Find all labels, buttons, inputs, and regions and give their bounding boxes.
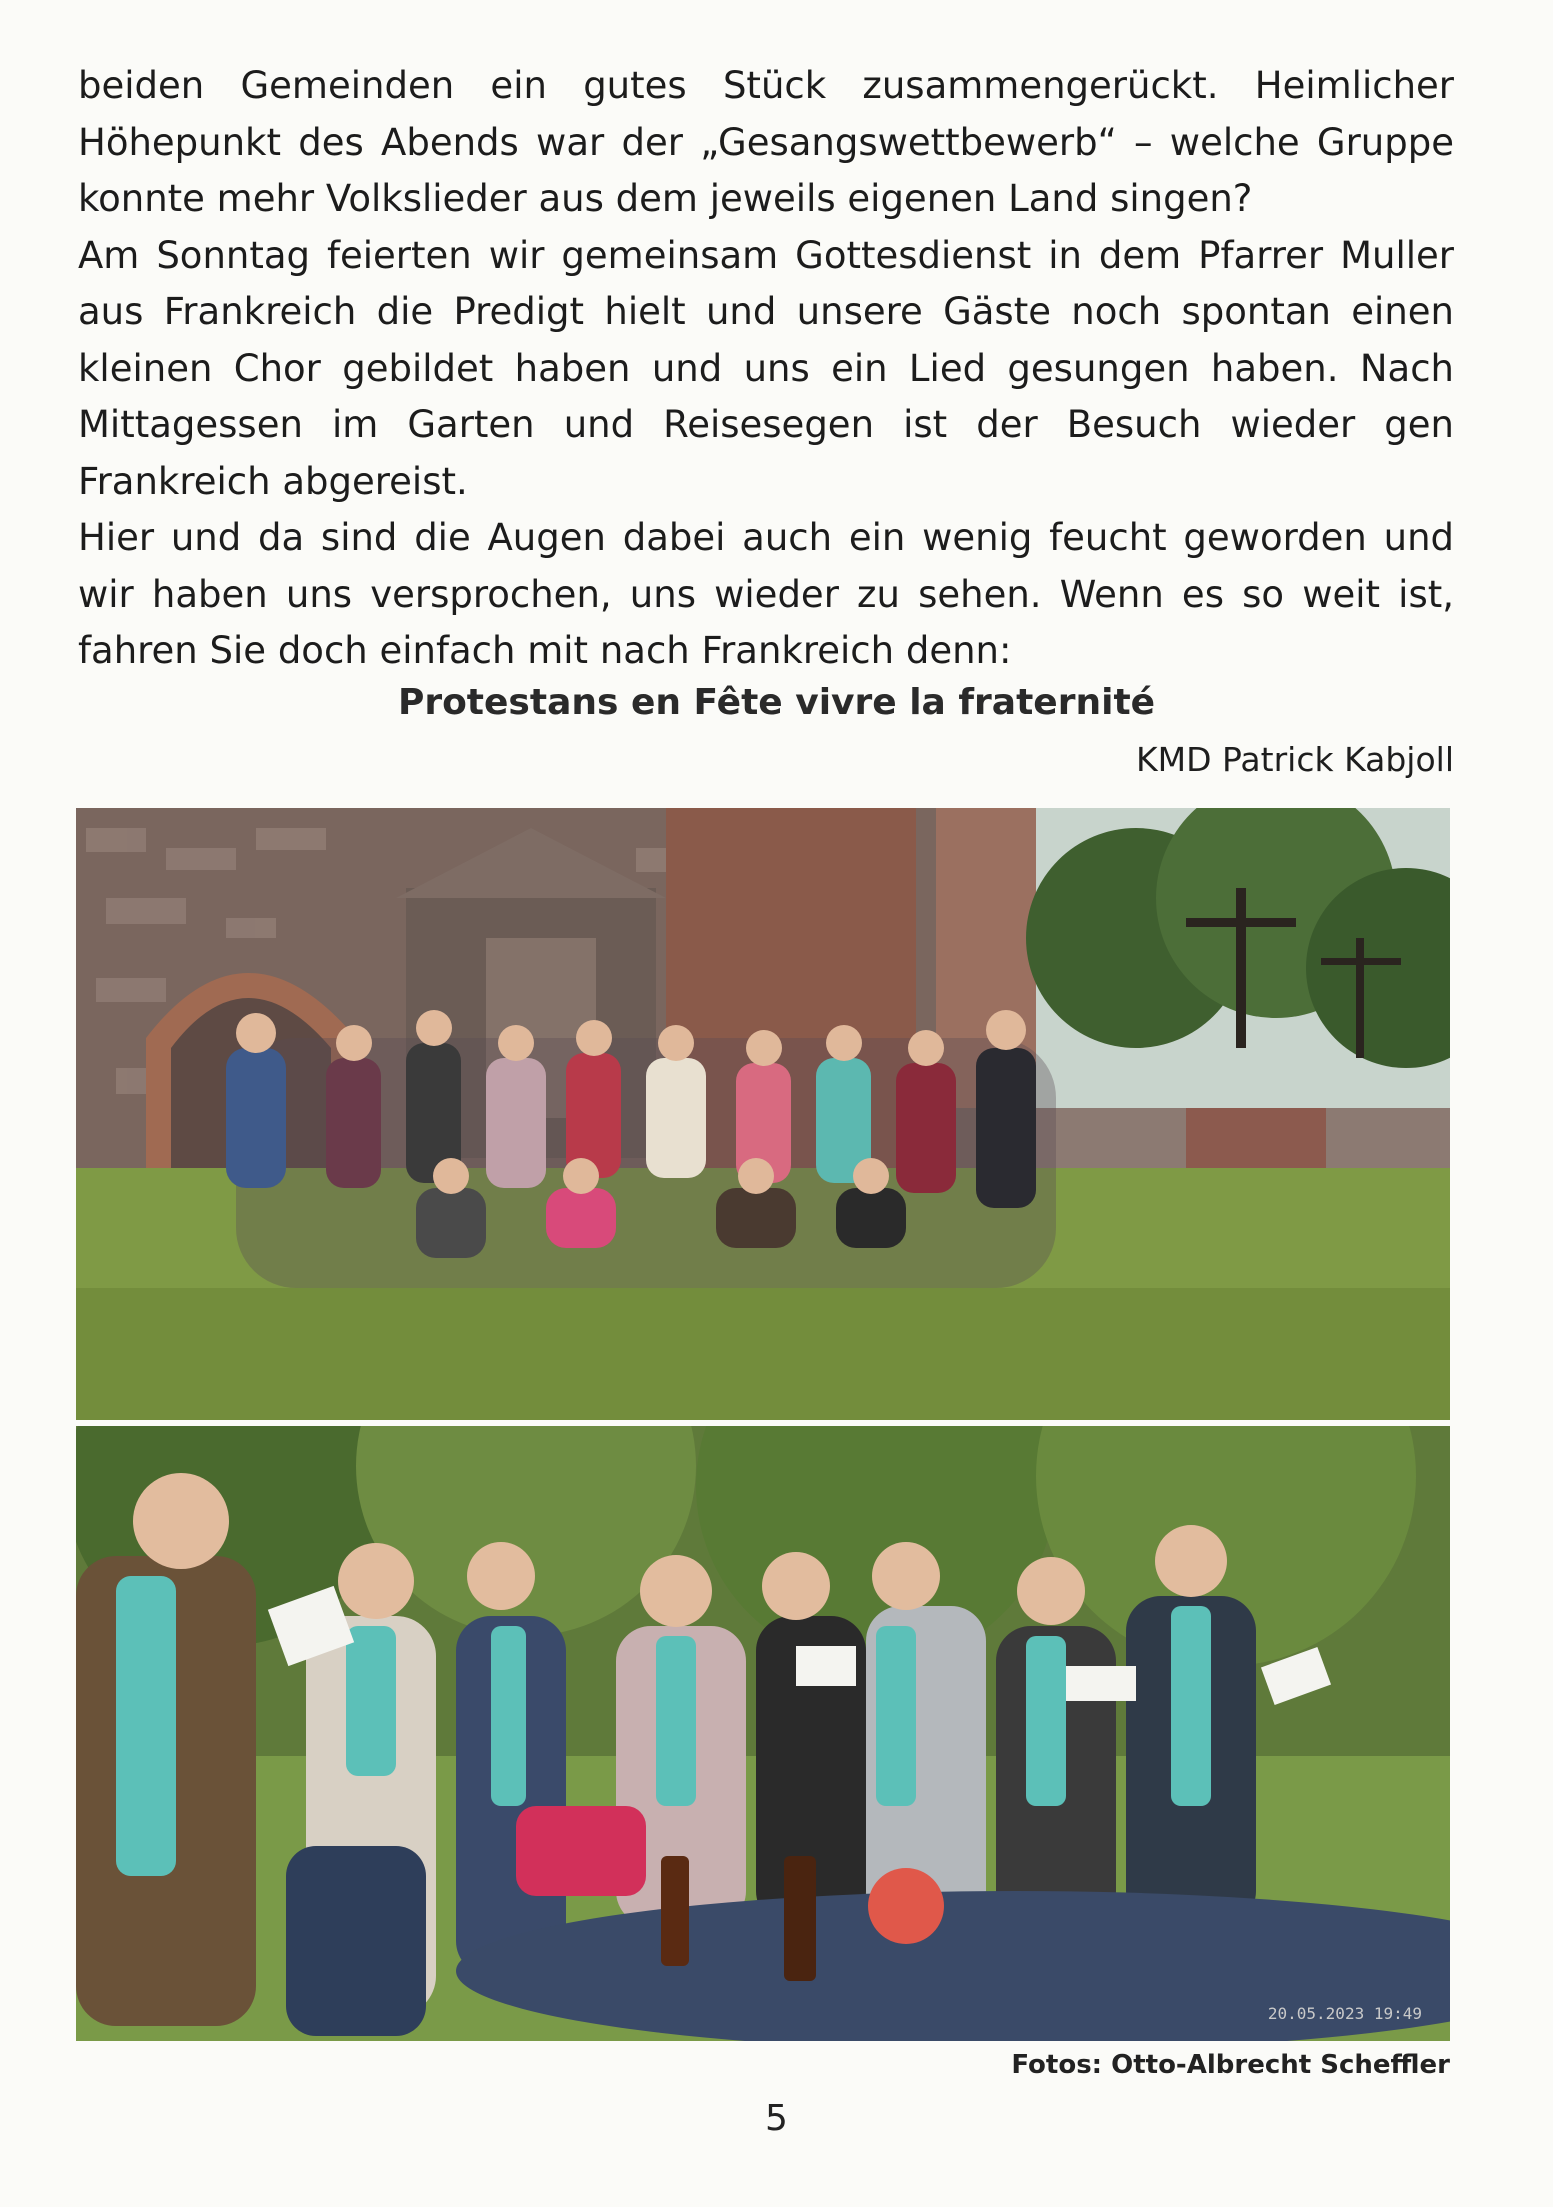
paragraph: beiden Gemeinden ein gutes Stück zusammengerückt. Heimlicher Höhepunkt des Abends war der „Gesangswettbewerb“ – welche Gruppe konnte mehr Volkslieder aus dem jeweils eigenen Land singen? <box>78 64 1454 220</box>
paragraph: Am Sonntag feierten wir gemeinsam Gottesdienst in dem Pfarrer Muller aus Frankreich die Predigt hielt und unsere Gäste noch spontan einen kleinen Chor gebildet haben und uns ein Lied gesungen haben. Nach Mittagessen im Garten und Reisesegen ist der Besuch wieder gen Frankreich abgereist. <box>78 233 1454 503</box>
photo-credit: Fotos: Otto-Albrecht Scheffler <box>1011 2050 1450 2080</box>
choir-photo-garden <box>76 1426 1450 2041</box>
group-photo-church <box>76 808 1450 1420</box>
author-signature: KMD Patrick Kabjoll <box>1136 740 1454 779</box>
article-body <box>78 58 1454 680</box>
group-photo-church-image <box>76 808 1450 1420</box>
choir-photo-garden-image <box>76 1426 1450 2041</box>
motto-heading: Protestans en Fête vivre la fraternité <box>397 682 1156 723</box>
paragraph: Hier und da sind die Augen dabei auch ein wenig feucht geworden und wir haben uns versprochen, uns wieder zu sehen. Wenn es so weit ist, fahren Sie doch einfach mit nach Frankreich denn: <box>78 516 1454 672</box>
photo-timestamp: 20.05.2023 19:49 <box>1267 2004 1422 2023</box>
page-number: 5 <box>765 2098 788 2139</box>
